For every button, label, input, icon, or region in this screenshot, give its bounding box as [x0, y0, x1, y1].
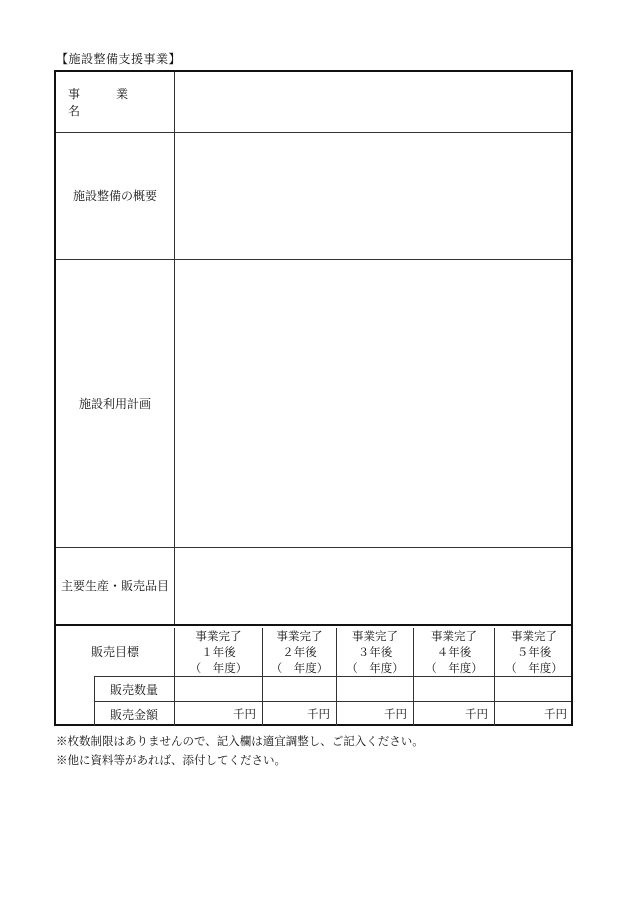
project-name-label: 事 業 名 [68, 87, 165, 118]
year-4-line1: 事業完了 [431, 629, 477, 643]
sales-target-label: 販売目標 [90, 644, 139, 659]
form-title: 【施設整備支援事業】 [56, 52, 182, 66]
row-divider [94, 701, 571, 702]
year-1-amount-unit: 千円 [233, 707, 256, 721]
year-3-line1: 事業完了 [352, 629, 398, 643]
year-1-line3: （ 年度） [189, 661, 248, 675]
year-1-line2: １年後 [201, 645, 236, 659]
year-4-line2: ４年後 [436, 645, 472, 659]
year-2-line3: （ 年度） [270, 661, 329, 675]
application-form-table [54, 70, 573, 726]
overview-field[interactable] [175, 133, 571, 259]
project-name-field[interactable] [175, 72, 571, 132]
usage-plan-label: 施設利用計画 [78, 396, 151, 411]
note-attach-materials: ※他に資料等があれば、添付してください。 [56, 753, 286, 767]
year-4-line3: （ 年度） [425, 661, 483, 675]
year-5-line1: 事業完了 [511, 629, 557, 643]
year-2-line1: 事業完了 [276, 629, 323, 643]
overview-label: 施設整備の概要 [72, 189, 157, 203]
sales-quantity-label: 販売数量 [109, 683, 158, 697]
year-4-amount-unit: 千円 [465, 707, 488, 721]
year-5-line2: ５年後 [516, 645, 552, 659]
year-1-line1: 事業完了 [195, 629, 242, 643]
year-3-line3: （ 年度） [346, 661, 404, 675]
year-5-line3: （ 年度） [505, 661, 563, 675]
year-3-line2: ３年後 [357, 645, 393, 659]
year-5-amount-unit: 千円 [544, 707, 567, 721]
note-no-page-limit: ※枚数制限はありませんので、記入欄は適宜調整し、ご記入ください。 [56, 734, 424, 748]
sales-target-section [56, 624, 571, 726]
main-products-field[interactable] [175, 548, 571, 624]
year-2-line2: ２年後 [282, 645, 317, 659]
usage-plan-field[interactable] [175, 260, 571, 547]
year-3-amount-unit: 千円 [384, 707, 407, 721]
main-products-label: 主要生産・販売品目 [60, 579, 169, 593]
sales-amount-label: 販売金額 [109, 708, 158, 722]
year-2-amount-unit: 千円 [307, 707, 330, 721]
row-divider [94, 676, 571, 677]
